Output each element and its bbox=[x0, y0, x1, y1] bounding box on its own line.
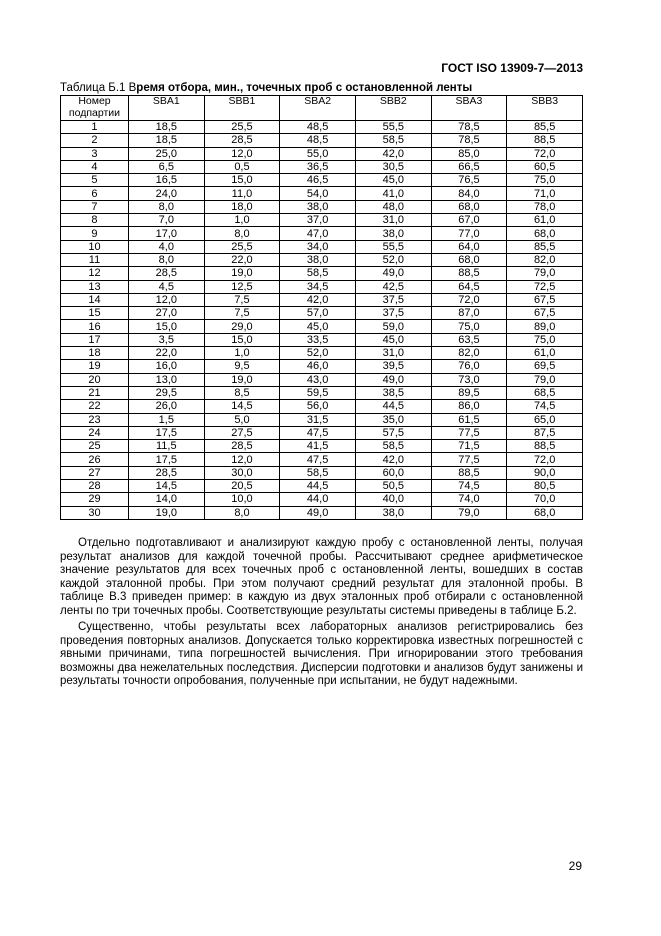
time-value-cell: 8,0 bbox=[128, 253, 204, 266]
time-value-cell: 47,5 bbox=[280, 426, 356, 439]
time-value-cell: 24,0 bbox=[128, 187, 204, 200]
lot-number-cell: 23 bbox=[61, 413, 129, 426]
time-value-cell: 17,0 bbox=[128, 227, 204, 240]
table-row bbox=[61, 466, 583, 479]
time-value-cell: 38,5 bbox=[355, 386, 431, 399]
time-value-cell: 49,0 bbox=[355, 267, 431, 280]
time-value-cell: 15,0 bbox=[204, 333, 280, 346]
time-value-cell: 34,5 bbox=[280, 280, 356, 293]
time-value-cell: 28,5 bbox=[204, 440, 280, 453]
time-value-cell: 87,5 bbox=[507, 426, 583, 439]
time-value-cell: 10,0 bbox=[204, 493, 280, 506]
time-value-cell: 4,5 bbox=[128, 280, 204, 293]
table-row bbox=[61, 426, 583, 439]
time-value-cell: 43,0 bbox=[280, 373, 356, 386]
time-value-cell: 85,0 bbox=[431, 147, 507, 160]
time-value-cell: 45,0 bbox=[280, 320, 356, 333]
table-row bbox=[61, 506, 583, 519]
lot-number-cell: 17 bbox=[61, 333, 129, 346]
time-value-cell: 78,5 bbox=[431, 121, 507, 134]
time-value-cell: 66,5 bbox=[431, 160, 507, 173]
time-value-cell: 58,5 bbox=[355, 440, 431, 453]
lot-number-cell: 19 bbox=[61, 360, 129, 373]
lot-number-cell: 29 bbox=[61, 493, 129, 506]
time-value-cell: 48,0 bbox=[355, 200, 431, 213]
table-row bbox=[61, 134, 583, 147]
time-value-cell: 7,0 bbox=[128, 214, 204, 227]
time-value-cell: 36,5 bbox=[280, 160, 356, 173]
time-value-cell: 60,0 bbox=[355, 466, 431, 479]
time-value-cell: 31,0 bbox=[355, 347, 431, 360]
time-value-cell: 17,5 bbox=[128, 453, 204, 466]
table-row bbox=[61, 347, 583, 360]
time-value-cell: 18,5 bbox=[128, 134, 204, 147]
table-row bbox=[61, 160, 583, 173]
time-value-cell: 13,0 bbox=[128, 373, 204, 386]
lot-number-cell: 8 bbox=[61, 214, 129, 227]
column-header-lot-number: Номер подпартии bbox=[61, 96, 129, 121]
time-value-cell: 38,0 bbox=[355, 227, 431, 240]
time-value-cell: 38,0 bbox=[355, 506, 431, 519]
lot-number-cell: 16 bbox=[61, 320, 129, 333]
time-value-cell: 28,5 bbox=[128, 267, 204, 280]
time-value-cell: 30,5 bbox=[355, 160, 431, 173]
time-value-cell: 33,5 bbox=[280, 333, 356, 346]
time-value-cell: 46,5 bbox=[280, 174, 356, 187]
time-value-cell: 18,0 bbox=[204, 200, 280, 213]
time-value-cell: 47,0 bbox=[280, 227, 356, 240]
time-value-cell: 7,5 bbox=[204, 293, 280, 306]
time-value-cell: 27,5 bbox=[204, 426, 280, 439]
time-value-cell: 22,0 bbox=[128, 347, 204, 360]
time-value-cell: 1,0 bbox=[204, 214, 280, 227]
table-row bbox=[61, 386, 583, 399]
sampling-time-table bbox=[60, 95, 583, 520]
time-value-cell: 59,0 bbox=[355, 320, 431, 333]
table-row bbox=[61, 187, 583, 200]
time-value-cell: 88,5 bbox=[431, 267, 507, 280]
lot-number-cell: 10 bbox=[61, 240, 129, 253]
time-value-cell: 79,0 bbox=[507, 267, 583, 280]
time-value-cell: 68,0 bbox=[431, 253, 507, 266]
time-value-cell: 37,5 bbox=[355, 307, 431, 320]
time-value-cell: 89,5 bbox=[431, 386, 507, 399]
time-value-cell: 30,0 bbox=[204, 466, 280, 479]
time-value-cell: 25,0 bbox=[128, 147, 204, 160]
lot-number-cell: 21 bbox=[61, 386, 129, 399]
time-value-cell: 50,5 bbox=[355, 480, 431, 493]
time-value-cell: 40,0 bbox=[355, 493, 431, 506]
time-value-cell: 16,5 bbox=[128, 174, 204, 187]
time-value-cell: 29,5 bbox=[128, 386, 204, 399]
time-value-cell: 72,0 bbox=[431, 293, 507, 306]
time-value-cell: 74,5 bbox=[431, 480, 507, 493]
time-value-cell: 67,5 bbox=[507, 293, 583, 306]
time-value-cell: 12,5 bbox=[204, 280, 280, 293]
page-number: 29 bbox=[568, 859, 582, 873]
time-value-cell: 19,0 bbox=[204, 373, 280, 386]
column-header-sbb3: SBB3 bbox=[507, 96, 583, 121]
time-value-cell: 75,0 bbox=[507, 333, 583, 346]
time-value-cell: 60,5 bbox=[507, 160, 583, 173]
table-row bbox=[61, 280, 583, 293]
time-value-cell: 54,0 bbox=[280, 187, 356, 200]
table-row bbox=[61, 413, 583, 426]
time-value-cell: 12,0 bbox=[204, 453, 280, 466]
time-value-cell: 67,5 bbox=[507, 307, 583, 320]
time-value-cell: 82,0 bbox=[431, 347, 507, 360]
time-value-cell: 4,0 bbox=[128, 240, 204, 253]
time-value-cell: 48,5 bbox=[280, 134, 356, 147]
time-value-cell: 35,0 bbox=[355, 413, 431, 426]
time-value-cell: 58,5 bbox=[355, 134, 431, 147]
time-value-cell: 45,0 bbox=[355, 174, 431, 187]
paragraph-analysis-requirement: Существенно, чтобы результаты всех лабораторных анализов регистрировались без проведения повторных анализов. Допускается только корректировка известных погрешностей с явными причинами, типа погрешностей вычисления. При игнорировании этого требования возможны два нежелательных последствия. Дисперсии подготовки и анализов будут занижены и результаты точности опробования, полученные при испытании, не будут надежными. bbox=[60, 621, 583, 687]
lot-number-cell: 6 bbox=[61, 187, 129, 200]
table-row bbox=[61, 214, 583, 227]
lot-number-cell: 25 bbox=[61, 440, 129, 453]
table-caption-title: ремя отбора, мин., точечных проб с остановленной ленты bbox=[136, 82, 473, 94]
time-value-cell: 45,0 bbox=[355, 333, 431, 346]
time-value-cell: 48,5 bbox=[280, 121, 356, 134]
time-value-cell: 74,0 bbox=[431, 493, 507, 506]
time-value-cell: 74,5 bbox=[507, 400, 583, 413]
time-value-cell: 87,0 bbox=[431, 307, 507, 320]
time-value-cell: 38,0 bbox=[280, 200, 356, 213]
time-value-cell: 73,0 bbox=[431, 373, 507, 386]
time-value-cell: 72,5 bbox=[507, 280, 583, 293]
time-value-cell: 80,5 bbox=[507, 480, 583, 493]
table-row bbox=[61, 480, 583, 493]
time-value-cell: 52,0 bbox=[280, 347, 356, 360]
time-value-cell: 58,5 bbox=[280, 267, 356, 280]
table-row bbox=[61, 147, 583, 160]
time-value-cell: 61,0 bbox=[507, 347, 583, 360]
time-value-cell: 44,5 bbox=[355, 400, 431, 413]
time-value-cell: 65,0 bbox=[507, 413, 583, 426]
table-row bbox=[61, 333, 583, 346]
time-value-cell: 88,5 bbox=[507, 134, 583, 147]
time-value-cell: 57,5 bbox=[355, 426, 431, 439]
time-value-cell: 31,0 bbox=[355, 214, 431, 227]
body-text bbox=[60, 537, 583, 692]
time-value-cell: 78,5 bbox=[431, 134, 507, 147]
time-value-cell: 79,0 bbox=[431, 506, 507, 519]
time-value-cell: 55,5 bbox=[355, 121, 431, 134]
table-row bbox=[61, 174, 583, 187]
time-value-cell: 25,5 bbox=[204, 240, 280, 253]
time-value-cell: 77,5 bbox=[431, 453, 507, 466]
time-value-cell: 75,0 bbox=[431, 320, 507, 333]
table-row bbox=[61, 293, 583, 306]
time-value-cell: 67,0 bbox=[431, 214, 507, 227]
lot-number-cell: 28 bbox=[61, 480, 129, 493]
time-value-cell: 44,0 bbox=[280, 493, 356, 506]
column-header-sbb2: SBB2 bbox=[355, 96, 431, 121]
lot-number-cell: 9 bbox=[61, 227, 129, 240]
time-value-cell: 42,0 bbox=[355, 453, 431, 466]
time-value-cell: 8,0 bbox=[204, 227, 280, 240]
lot-number-cell: 4 bbox=[61, 160, 129, 173]
time-value-cell: 1,5 bbox=[128, 413, 204, 426]
table-row bbox=[61, 440, 583, 453]
time-value-cell: 46,0 bbox=[280, 360, 356, 373]
time-value-cell: 8,0 bbox=[128, 200, 204, 213]
table-row bbox=[61, 320, 583, 333]
time-value-cell: 1,0 bbox=[204, 347, 280, 360]
time-value-cell: 64,5 bbox=[431, 280, 507, 293]
paragraph-preparation: Отдельно подготавливают и анализируют каждую пробу с остановленной ленты, получая результат анализов для каждой точечной пробы. Рассчитывают среднее арифметическое значение результатов для всех точечных проб с остановленной ленты, вошедших в состав каждой эталонной пробы. При этом получают средний результат для эталонной пробы. В таблице В.3 приведен пример: в каждую из двух эталонных проб отбирали с остановленной ленты по три точечных пробы. Соответствующие результаты системы приведены в таблице Б.2. bbox=[60, 537, 583, 617]
time-value-cell: 79,0 bbox=[507, 373, 583, 386]
document-header: ГОСТ ISO 13909-7—2013 bbox=[441, 61, 583, 75]
time-value-cell: 77,5 bbox=[431, 426, 507, 439]
table-header-row bbox=[61, 96, 583, 121]
table-row bbox=[61, 240, 583, 253]
time-value-cell: 12,0 bbox=[128, 293, 204, 306]
time-value-cell: 61,5 bbox=[431, 413, 507, 426]
time-value-cell: 37,0 bbox=[280, 214, 356, 227]
time-value-cell: 47,5 bbox=[280, 453, 356, 466]
time-value-cell: 26,0 bbox=[128, 400, 204, 413]
time-value-cell: 18,5 bbox=[128, 121, 204, 134]
time-value-cell: 39,5 bbox=[355, 360, 431, 373]
time-value-cell: 5,0 bbox=[204, 413, 280, 426]
time-value-cell: 28,5 bbox=[204, 134, 280, 147]
lot-number-cell: 13 bbox=[61, 280, 129, 293]
time-value-cell: 56,0 bbox=[280, 400, 356, 413]
time-value-cell: 86,0 bbox=[431, 400, 507, 413]
table-row bbox=[61, 307, 583, 320]
time-value-cell: 42,0 bbox=[280, 293, 356, 306]
time-value-cell: 34,0 bbox=[280, 240, 356, 253]
lot-number-cell: 30 bbox=[61, 506, 129, 519]
time-value-cell: 57,0 bbox=[280, 307, 356, 320]
time-value-cell: 6,5 bbox=[128, 160, 204, 173]
table-row bbox=[61, 253, 583, 266]
time-value-cell: 42,5 bbox=[355, 280, 431, 293]
time-value-cell: 58,5 bbox=[280, 466, 356, 479]
time-value-cell: 15,0 bbox=[204, 174, 280, 187]
time-value-cell: 14,5 bbox=[128, 480, 204, 493]
lot-number-cell: 27 bbox=[61, 466, 129, 479]
time-value-cell: 68,0 bbox=[507, 506, 583, 519]
time-value-cell: 61,0 bbox=[507, 214, 583, 227]
lot-number-cell: 22 bbox=[61, 400, 129, 413]
table-row bbox=[61, 493, 583, 506]
time-value-cell: 55,5 bbox=[355, 240, 431, 253]
time-value-cell: 19,0 bbox=[204, 267, 280, 280]
table-row bbox=[61, 453, 583, 466]
table-row bbox=[61, 400, 583, 413]
time-value-cell: 8,0 bbox=[204, 506, 280, 519]
lot-number-cell: 11 bbox=[61, 253, 129, 266]
time-value-cell: 14,5 bbox=[204, 400, 280, 413]
lot-number-cell: 20 bbox=[61, 373, 129, 386]
time-value-cell: 90,0 bbox=[507, 466, 583, 479]
lot-number-cell: 18 bbox=[61, 347, 129, 360]
lot-number-cell: 24 bbox=[61, 426, 129, 439]
time-value-cell: 55,0 bbox=[280, 147, 356, 160]
time-value-cell: 31,5 bbox=[280, 413, 356, 426]
time-value-cell: 8,5 bbox=[204, 386, 280, 399]
time-value-cell: 68,0 bbox=[431, 200, 507, 213]
time-value-cell: 77,0 bbox=[431, 227, 507, 240]
time-value-cell: 49,0 bbox=[355, 373, 431, 386]
time-value-cell: 76,0 bbox=[431, 360, 507, 373]
lot-number-cell: 15 bbox=[61, 307, 129, 320]
time-value-cell: 29,0 bbox=[204, 320, 280, 333]
time-value-cell: 78,0 bbox=[507, 200, 583, 213]
time-value-cell: 20,5 bbox=[204, 480, 280, 493]
table-row bbox=[61, 200, 583, 213]
time-value-cell: 52,0 bbox=[355, 253, 431, 266]
time-value-cell: 88,5 bbox=[431, 466, 507, 479]
column-header-sbb1: SBB1 bbox=[204, 96, 280, 121]
time-value-cell: 0,5 bbox=[204, 160, 280, 173]
column-header-sba1: SBA1 bbox=[128, 96, 204, 121]
time-value-cell: 41,0 bbox=[355, 187, 431, 200]
time-value-cell: 84,0 bbox=[431, 187, 507, 200]
lot-number-cell: 14 bbox=[61, 293, 129, 306]
time-value-cell: 72,0 bbox=[507, 147, 583, 160]
column-header-sba2: SBA2 bbox=[280, 96, 356, 121]
table-row bbox=[61, 373, 583, 386]
lot-number-cell: 26 bbox=[61, 453, 129, 466]
time-value-cell: 25,5 bbox=[204, 121, 280, 134]
lot-number-cell: 2 bbox=[61, 134, 129, 147]
time-value-cell: 9,5 bbox=[204, 360, 280, 373]
time-value-cell: 85,5 bbox=[507, 240, 583, 253]
time-value-cell: 72,0 bbox=[507, 453, 583, 466]
time-value-cell: 11,0 bbox=[204, 187, 280, 200]
time-value-cell: 27,0 bbox=[128, 307, 204, 320]
lot-number-cell: 7 bbox=[61, 200, 129, 213]
time-value-cell: 41,5 bbox=[280, 440, 356, 453]
time-value-cell: 71,0 bbox=[507, 187, 583, 200]
time-value-cell: 71,5 bbox=[431, 440, 507, 453]
lot-number-cell: 5 bbox=[61, 174, 129, 187]
time-value-cell: 82,0 bbox=[507, 253, 583, 266]
time-value-cell: 44,5 bbox=[280, 480, 356, 493]
table-row bbox=[61, 227, 583, 240]
time-value-cell: 16,0 bbox=[128, 360, 204, 373]
time-value-cell: 49,0 bbox=[280, 506, 356, 519]
time-value-cell: 85,5 bbox=[507, 121, 583, 134]
time-value-cell: 19,0 bbox=[128, 506, 204, 519]
time-value-cell: 28,5 bbox=[128, 466, 204, 479]
time-value-cell: 68,5 bbox=[507, 386, 583, 399]
time-value-cell: 22,0 bbox=[204, 253, 280, 266]
table-caption bbox=[60, 82, 472, 94]
time-value-cell: 42,0 bbox=[355, 147, 431, 160]
time-value-cell: 38,0 bbox=[280, 253, 356, 266]
table-body bbox=[61, 121, 583, 520]
time-value-cell: 63,5 bbox=[431, 333, 507, 346]
time-value-cell: 17,5 bbox=[128, 426, 204, 439]
time-value-cell: 14,0 bbox=[128, 493, 204, 506]
time-value-cell: 12,0 bbox=[204, 147, 280, 160]
lot-number-cell: 1 bbox=[61, 121, 129, 134]
time-value-cell: 15,0 bbox=[128, 320, 204, 333]
time-value-cell: 89,0 bbox=[507, 320, 583, 333]
time-value-cell: 70,0 bbox=[507, 493, 583, 506]
time-value-cell: 11,5 bbox=[128, 440, 204, 453]
time-value-cell: 69,5 bbox=[507, 360, 583, 373]
table-caption-prefix: Таблица Б.1 В bbox=[60, 82, 137, 94]
time-value-cell: 64,0 bbox=[431, 240, 507, 253]
time-value-cell: 88,5 bbox=[507, 440, 583, 453]
time-value-cell: 37,5 bbox=[355, 293, 431, 306]
table-row bbox=[61, 360, 583, 373]
table-row bbox=[61, 267, 583, 280]
time-value-cell: 7,5 bbox=[204, 307, 280, 320]
time-value-cell: 3,5 bbox=[128, 333, 204, 346]
table-row bbox=[61, 121, 583, 134]
lot-number-cell: 3 bbox=[61, 147, 129, 160]
time-value-cell: 59,5 bbox=[280, 386, 356, 399]
column-header-sba3: SBA3 bbox=[431, 96, 507, 121]
lot-number-cell: 12 bbox=[61, 267, 129, 280]
time-value-cell: 68,0 bbox=[507, 227, 583, 240]
time-value-cell: 76,5 bbox=[431, 174, 507, 187]
time-value-cell: 75,0 bbox=[507, 174, 583, 187]
